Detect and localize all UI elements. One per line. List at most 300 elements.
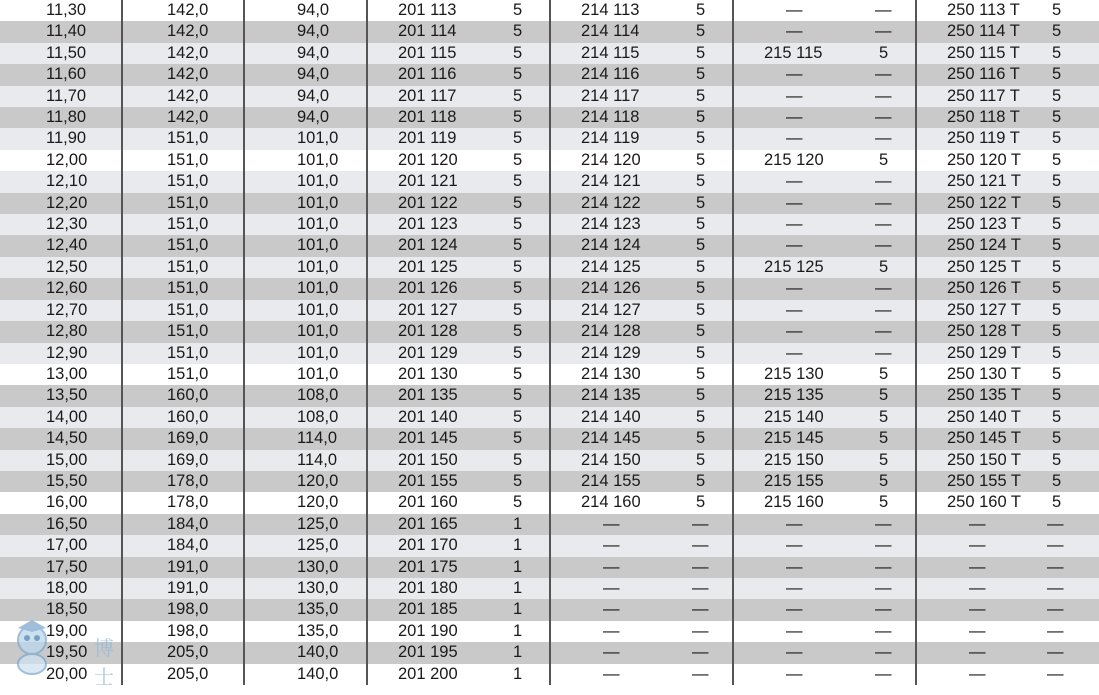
cell-flute-length: 140,0 [244,642,367,663]
cell-size: 11,80 [0,107,122,128]
cell-qty-215: — [853,193,916,214]
cell-code-250: 250 150 T [916,450,1037,471]
cell-size: 19,00 [0,621,122,642]
cell-qty-214: 5 [670,150,733,171]
cell-flute-length: 94,0 [244,43,367,64]
cell-qty-201: 5 [487,235,550,256]
cell-qty-201: 1 [487,642,550,663]
cell-qty-214: 5 [670,385,733,406]
cell-qty-250: — [1037,621,1099,642]
cell-flute-length: 101,0 [244,193,367,214]
cell-qty-214: — [670,642,733,663]
cell-flute-length: 101,0 [244,321,367,342]
cell-code-214: 214 120 [550,150,670,171]
cell-overall-length: 142,0 [122,64,244,85]
cell-overall-length: 151,0 [122,150,244,171]
cell-flute-length: 125,0 [244,535,367,556]
cell-overall-length: 151,0 [122,300,244,321]
cell-code-250: 250 122 T [916,193,1037,214]
cell-qty-201: 5 [487,21,550,42]
table-row [0,471,1099,492]
cell-size: 11,50 [0,43,122,64]
table-row [0,599,1099,620]
cell-qty-250: 5 [1037,21,1099,42]
cell-qty-250: — [1037,664,1099,685]
cell-code-214: 214 150 [550,450,670,471]
cell-overall-length: 205,0 [122,642,244,663]
cell-code-201: 201 113 [367,0,487,21]
cell-size: 11,70 [0,86,122,107]
cell-overall-length: 151,0 [122,343,244,364]
table-row [0,64,1099,85]
cell-qty-201: 5 [487,150,550,171]
cell-qty-250: 5 [1037,450,1099,471]
cell-code-201: 201 160 [367,492,487,513]
cell-qty-250: — [1037,535,1099,556]
cell-code-214: 214 130 [550,364,670,385]
cell-overall-length: 151,0 [122,214,244,235]
cell-qty-250: 5 [1037,321,1099,342]
cell-overall-length: 191,0 [122,578,244,599]
cell-qty-250: — [1037,514,1099,535]
cell-size: 15,00 [0,450,122,471]
cell-code-201: 201 195 [367,642,487,663]
cell-qty-214: — [670,664,733,685]
cell-qty-250: 5 [1037,385,1099,406]
cell-code-214: 214 118 [550,107,670,128]
cell-code-201: 201 121 [367,171,487,192]
cell-code-250: — [916,535,1037,556]
table-row [0,321,1099,342]
cell-overall-length: 151,0 [122,257,244,278]
cell-code-201: 201 117 [367,86,487,107]
cell-qty-214: — [670,557,733,578]
table-row [0,514,1099,535]
cell-code-214: — [550,578,670,599]
cell-qty-201: 5 [487,43,550,64]
cell-code-250: 250 130 T [916,364,1037,385]
cell-overall-length: 142,0 [122,86,244,107]
cell-qty-201: 1 [487,557,550,578]
cell-flute-length: 94,0 [244,0,367,21]
cell-qty-215: — [853,321,916,342]
cell-code-201: 201 116 [367,64,487,85]
cell-qty-250: 5 [1037,235,1099,256]
cell-code-215: — [733,21,853,42]
cell-code-201: 201 123 [367,214,487,235]
cell-qty-214: 5 [670,428,733,449]
cell-flute-length: 94,0 [244,64,367,85]
cell-code-250: 250 114 T [916,21,1037,42]
cell-code-215: 215 150 [733,450,853,471]
cell-size: 14,50 [0,428,122,449]
cell-code-201: 201 135 [367,385,487,406]
cell-size: 12,10 [0,171,122,192]
cell-size: 12,40 [0,235,122,256]
cell-code-214: 214 122 [550,193,670,214]
table-row [0,171,1099,192]
cell-flute-length: 140,0 [244,664,367,685]
cell-qty-250: 5 [1037,64,1099,85]
cell-size: 17,50 [0,557,122,578]
cell-code-250: 250 115 T [916,43,1037,64]
cell-size: 12,60 [0,278,122,299]
cell-qty-215: — [853,171,916,192]
cell-qty-214: 5 [670,171,733,192]
table-row [0,300,1099,321]
cell-qty-250: 5 [1037,86,1099,107]
table-row [0,193,1099,214]
cell-overall-length: 178,0 [122,492,244,513]
cell-overall-length: 198,0 [122,621,244,642]
cell-qty-214: 5 [670,193,733,214]
cell-qty-250: 5 [1037,193,1099,214]
cell-flute-length: 130,0 [244,557,367,578]
cell-code-201: 201 119 [367,128,487,149]
cell-code-201: 201 118 [367,107,487,128]
cell-overall-length: 160,0 [122,407,244,428]
cell-overall-length: 184,0 [122,535,244,556]
table-row [0,450,1099,471]
cell-qty-215: 5 [853,492,916,513]
cell-flute-length: 101,0 [244,171,367,192]
table-row [0,385,1099,406]
cell-code-215: 215 155 [733,471,853,492]
table-row [0,621,1099,642]
cell-code-214: 214 126 [550,278,670,299]
cell-code-201: 201 115 [367,43,487,64]
cell-flute-length: 125,0 [244,514,367,535]
cell-code-214: 214 155 [550,471,670,492]
cell-code-250: 250 119 T [916,128,1037,149]
cell-code-201: 201 126 [367,278,487,299]
cell-code-201: 201 130 [367,364,487,385]
cell-code-250: 250 121 T [916,171,1037,192]
cell-size: 15,50 [0,471,122,492]
cell-size: 19,50 [0,642,122,663]
cell-flute-length: 108,0 [244,385,367,406]
cell-overall-length: 151,0 [122,321,244,342]
cell-qty-214: 5 [670,21,733,42]
cell-overall-length: 142,0 [122,0,244,21]
cell-code-215: 215 135 [733,385,853,406]
cell-code-201: 201 155 [367,471,487,492]
cell-qty-201: 5 [487,492,550,513]
cell-qty-215: — [853,514,916,535]
cell-size: 12,20 [0,193,122,214]
cell-code-215: — [733,578,853,599]
cell-code-215: 215 140 [733,407,853,428]
cell-qty-214: 5 [670,343,733,364]
cell-qty-250: 5 [1037,492,1099,513]
cell-flute-length: 101,0 [244,343,367,364]
cell-qty-201: 5 [487,407,550,428]
cell-code-215: 215 120 [733,150,853,171]
cell-qty-215: 5 [853,385,916,406]
cell-qty-214: 5 [670,407,733,428]
cell-code-250: — [916,642,1037,663]
cell-qty-201: 5 [487,321,550,342]
cell-qty-201: 5 [487,364,550,385]
table-row [0,0,1099,21]
cell-overall-length: 151,0 [122,235,244,256]
cell-code-215: — [733,321,853,342]
table-row [0,492,1099,513]
cell-size: 20,00 [0,664,122,685]
cell-qty-214: 5 [670,300,733,321]
table-row [0,578,1099,599]
cell-qty-214: 5 [670,257,733,278]
cell-code-215: 215 115 [733,43,853,64]
cell-qty-250: — [1037,557,1099,578]
cell-qty-201: 1 [487,621,550,642]
cell-qty-201: 5 [487,428,550,449]
cell-code-215: — [733,107,853,128]
cell-code-214: 214 124 [550,235,670,256]
cell-qty-250: 5 [1037,428,1099,449]
cell-qty-250: 5 [1037,471,1099,492]
cell-flute-length: 94,0 [244,107,367,128]
cell-code-215: 215 125 [733,257,853,278]
cell-qty-215: — [853,0,916,21]
cell-qty-215: — [853,128,916,149]
cell-code-250: 250 126 T [916,278,1037,299]
cell-qty-201: 5 [487,450,550,471]
cell-code-215: — [733,193,853,214]
cell-code-214: 214 145 [550,428,670,449]
cell-qty-215: — [853,21,916,42]
cell-qty-214: 5 [670,235,733,256]
cell-size: 16,50 [0,514,122,535]
cell-overall-length: 160,0 [122,385,244,406]
cell-code-215: — [733,535,853,556]
cell-code-215: 215 145 [733,428,853,449]
table-row [0,150,1099,171]
cell-qty-215: — [853,557,916,578]
cell-code-250: 250 160 T [916,492,1037,513]
cell-code-250: 250 155 T [916,471,1037,492]
cell-qty-214: 5 [670,364,733,385]
cell-flute-length: 101,0 [244,300,367,321]
cell-code-215: 215 130 [733,364,853,385]
cell-flute-length: 101,0 [244,257,367,278]
cell-code-250: 250 128 T [916,321,1037,342]
cell-qty-250: — [1037,642,1099,663]
cell-code-201: 201 127 [367,300,487,321]
cell-qty-214: 5 [670,107,733,128]
table-row [0,21,1099,42]
cell-code-201: 201 185 [367,599,487,620]
cell-qty-250: 5 [1037,107,1099,128]
cell-qty-201: 5 [487,300,550,321]
cell-code-201: 201 120 [367,150,487,171]
cell-overall-length: 151,0 [122,193,244,214]
cell-code-214: — [550,514,670,535]
cell-size: 12,80 [0,321,122,342]
cell-overall-length: 142,0 [122,21,244,42]
cell-flute-length: 101,0 [244,150,367,171]
cell-code-214: 214 114 [550,21,670,42]
cell-code-214: 214 140 [550,407,670,428]
cell-size: 14,00 [0,407,122,428]
cell-qty-201: 5 [487,385,550,406]
cell-code-214: — [550,664,670,685]
watermark-text: 博 士 [94,636,118,689]
cell-qty-215: — [853,664,916,685]
cell-qty-250: 5 [1037,214,1099,235]
cell-qty-215: 5 [853,471,916,492]
cell-code-250: 250 120 T [916,150,1037,171]
cell-qty-214: 5 [670,64,733,85]
table-row [0,407,1099,428]
cell-code-215: — [733,642,853,663]
cell-code-214: 214 119 [550,128,670,149]
cell-code-250: — [916,557,1037,578]
cell-size: 12,30 [0,214,122,235]
cell-qty-214: — [670,535,733,556]
cell-qty-215: — [853,107,916,128]
cell-qty-201: 5 [487,278,550,299]
cell-code-201: 201 180 [367,578,487,599]
cell-code-201: 201 129 [367,343,487,364]
cell-code-215: — [733,514,853,535]
cell-qty-215: 5 [853,150,916,171]
table-row [0,535,1099,556]
cell-size: 18,00 [0,578,122,599]
cell-overall-length: 169,0 [122,450,244,471]
cell-qty-215: — [853,599,916,620]
cell-overall-length: 151,0 [122,364,244,385]
cell-code-215: — [733,278,853,299]
cell-qty-214: — [670,514,733,535]
cell-qty-215: — [853,64,916,85]
cell-flute-length: 130,0 [244,578,367,599]
cell-qty-250: 5 [1037,343,1099,364]
cell-qty-214: 5 [670,321,733,342]
cell-qty-215: — [853,343,916,364]
cell-code-215: — [733,128,853,149]
cell-code-214: 214 135 [550,385,670,406]
cell-qty-201: 1 [487,664,550,685]
cell-code-215: — [733,343,853,364]
cell-code-250: — [916,514,1037,535]
cell-code-214: — [550,535,670,556]
cell-qty-201: 5 [487,86,550,107]
cell-flute-length: 114,0 [244,428,367,449]
cell-code-250: 250 123 T [916,214,1037,235]
table-row [0,86,1099,107]
cell-qty-215: — [853,86,916,107]
cell-qty-214: 5 [670,0,733,21]
cell-qty-214: 5 [670,43,733,64]
table-row [0,128,1099,149]
cell-code-250: 250 145 T [916,428,1037,449]
cell-qty-201: 1 [487,535,550,556]
cell-code-214: 214 117 [550,86,670,107]
cell-flute-length: 108,0 [244,407,367,428]
cell-qty-215: — [853,300,916,321]
cell-flute-length: 114,0 [244,450,367,471]
table-row [0,107,1099,128]
table-row [0,557,1099,578]
cell-size: 18,50 [0,599,122,620]
cell-size: 11,60 [0,64,122,85]
cell-size: 13,50 [0,385,122,406]
cell-code-201: 201 140 [367,407,487,428]
cell-code-214: — [550,557,670,578]
cell-flute-length: 101,0 [244,278,367,299]
cell-qty-250: 5 [1037,150,1099,171]
cell-code-250: 250 135 T [916,385,1037,406]
cell-code-215: 215 160 [733,492,853,513]
cell-qty-214: — [670,578,733,599]
cell-qty-215: — [853,535,916,556]
cell-size: 12,70 [0,300,122,321]
cell-code-201: 201 128 [367,321,487,342]
cell-flute-length: 94,0 [244,21,367,42]
cell-flute-length: 101,0 [244,214,367,235]
cell-qty-214: 5 [670,492,733,513]
cell-code-214: — [550,621,670,642]
cell-qty-201: 5 [487,0,550,21]
cell-qty-250: 5 [1037,300,1099,321]
table-row [0,364,1099,385]
cell-size: 13,00 [0,364,122,385]
cell-overall-length: 205,0 [122,664,244,685]
cell-qty-201: 1 [487,578,550,599]
cell-qty-250: — [1037,578,1099,599]
cell-qty-214: — [670,599,733,620]
cell-qty-214: 5 [670,128,733,149]
cell-overall-length: 142,0 [122,107,244,128]
cell-flute-length: 101,0 [244,364,367,385]
cell-qty-250: 5 [1037,0,1099,21]
cell-qty-201: 5 [487,257,550,278]
cell-code-201: 201 150 [367,450,487,471]
cell-qty-201: 5 [487,64,550,85]
cell-size: 12,50 [0,257,122,278]
cell-code-201: 201 175 [367,557,487,578]
cell-code-214: 214 113 [550,0,670,21]
cell-size: 11,40 [0,21,122,42]
cell-code-250: — [916,621,1037,642]
table-row [0,664,1099,685]
cell-qty-250: 5 [1037,128,1099,149]
cell-qty-215: — [853,578,916,599]
cell-overall-length: 169,0 [122,428,244,449]
cell-qty-215: 5 [853,257,916,278]
cell-flute-length: 120,0 [244,471,367,492]
table-row [0,642,1099,663]
table-row [0,343,1099,364]
cell-code-215: — [733,664,853,685]
cell-qty-215: — [853,214,916,235]
cell-size: 11,90 [0,128,122,149]
table-row [0,214,1099,235]
cell-code-250: 250 124 T [916,235,1037,256]
cell-qty-201: 5 [487,107,550,128]
cell-qty-215: — [853,278,916,299]
cell-code-250: 250 140 T [916,407,1037,428]
cell-code-201: 201 200 [367,664,487,685]
cell-code-215: — [733,0,853,21]
table-row [0,235,1099,256]
cell-code-201: 201 190 [367,621,487,642]
cell-qty-215: 5 [853,43,916,64]
cell-overall-length: 151,0 [122,278,244,299]
cell-flute-length: 94,0 [244,86,367,107]
cell-qty-201: 5 [487,214,550,235]
